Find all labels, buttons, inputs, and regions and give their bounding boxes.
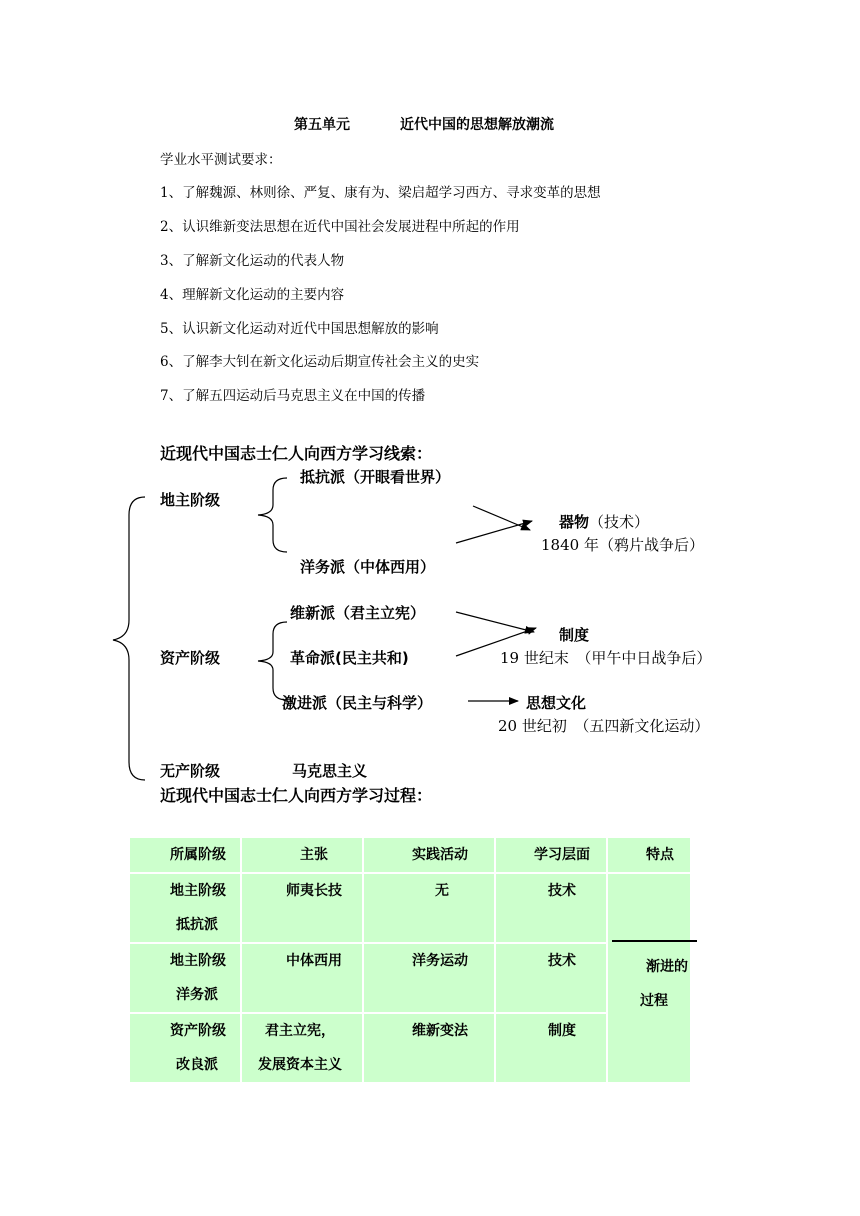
level-tech-label: 器物 bbox=[559, 513, 590, 531]
unit-label: 第五单元 bbox=[294, 117, 350, 133]
row-level: 制度 bbox=[548, 1023, 576, 1039]
requirement-item: 4、理解新文化运动的主要内容 bbox=[160, 287, 345, 303]
arrow-westernize-to-tech bbox=[456, 521, 532, 543]
level-system-label: 制度 bbox=[559, 626, 590, 644]
row-level: 技术 bbox=[548, 883, 576, 899]
row-level: 技术 bbox=[548, 953, 576, 969]
level-culture-time: 20 世纪初 （五四新文化运动） bbox=[498, 717, 710, 735]
row-claim: 师夷长技 bbox=[286, 883, 342, 899]
group-revolution: 革命派(民主共和) bbox=[290, 649, 409, 667]
level-tech bbox=[559, 511, 649, 532]
class-proletariat: 无产阶级 bbox=[160, 762, 221, 780]
level-system-time: 19 世纪末 （甲午中日战争后） bbox=[500, 649, 712, 667]
requirement-item: 3、了解新文化运动的代表人物 bbox=[160, 253, 345, 269]
arrow-resist-to-tech bbox=[473, 506, 530, 530]
row-class: 资产阶级 bbox=[170, 1023, 226, 1039]
row-class-sub: 洋务派 bbox=[176, 987, 218, 1003]
proletariat-idea: 马克思主义 bbox=[292, 762, 368, 780]
row-class: 地主阶级 bbox=[170, 953, 226, 969]
class-landlord: 地主阶级 bbox=[160, 491, 221, 509]
group-resist: 抵抗派（开眼看世界） bbox=[300, 468, 451, 486]
requirements-heading: 学业水平测试要求： bbox=[160, 152, 282, 168]
process-heading: 近现代中国志士仁人向西方学习过程： bbox=[160, 786, 433, 805]
feature-line: 渐进的 bbox=[646, 959, 688, 975]
header-cell: 所属阶级 bbox=[130, 838, 240, 872]
level-culture-label: 思想文化 bbox=[526, 694, 587, 712]
table-header-row bbox=[130, 838, 690, 872]
diagram-heading: 近现代中国志士仁人向西方学习线索： bbox=[160, 444, 433, 463]
requirement-item: 6、了解李大钊在新文化运动后期宣传社会主义的史实 bbox=[160, 354, 480, 370]
level-tech-paren: （技术） bbox=[589, 513, 650, 531]
header-cell: 实践活动 bbox=[364, 838, 494, 872]
arrow-reform-to-system bbox=[456, 612, 534, 632]
group-reform: 维新派（君主立宪） bbox=[290, 604, 426, 622]
row-claim: 中体西用 bbox=[286, 953, 342, 969]
group-westernize: 洋务派（中体西用） bbox=[300, 558, 436, 576]
table-row bbox=[130, 874, 690, 942]
class-bourgeois: 资产阶级 bbox=[160, 649, 221, 667]
header-cell: 学习层面 bbox=[496, 838, 606, 872]
row-claim-sub: 发展资本主义 bbox=[258, 1057, 342, 1073]
level-tech-time: 1840 年（鸦片战争后） bbox=[541, 536, 704, 554]
landlord-brace bbox=[258, 478, 287, 552]
group-radical: 激进派（民主与科学） bbox=[282, 694, 433, 712]
row-class: 地主阶级 bbox=[170, 883, 226, 899]
feature-divider bbox=[612, 940, 697, 942]
row-practice: 维新变法 bbox=[412, 1023, 468, 1039]
requirement-item: 5、认识新文化运动对近代中国思想解放的影响 bbox=[160, 321, 439, 337]
row-practice: 洋务运动 bbox=[412, 953, 468, 969]
feature-line: 过程 bbox=[640, 993, 668, 1009]
table-row bbox=[130, 944, 690, 1012]
feature-text bbox=[640, 950, 688, 1018]
row-claim: 君主立宪， bbox=[265, 1023, 335, 1039]
page-title: 近代中国的思想解放潮流 bbox=[400, 117, 554, 133]
header-cell: 主张 bbox=[242, 838, 362, 872]
process-table bbox=[128, 836, 692, 1084]
requirement-item: 2、认识维新变法思想在近代中国社会发展进程中所起的作用 bbox=[160, 219, 520, 235]
requirement-item: 7、了解五四运动后马克思主义在中国的传播 bbox=[160, 388, 426, 404]
requirement-item: 1、了解魏源、林则徐、严复、康有为、梁启超学习西方、寻求变革的思想 bbox=[160, 185, 601, 201]
row-practice: 无 bbox=[435, 883, 449, 899]
bourgeois-brace bbox=[258, 622, 287, 700]
table-row bbox=[130, 1014, 690, 1082]
header-cell: 特点 bbox=[608, 838, 690, 872]
row-class-sub: 改良派 bbox=[176, 1057, 218, 1073]
outer-brace bbox=[113, 497, 145, 780]
row-class-sub: 抵抗派 bbox=[176, 917, 218, 933]
